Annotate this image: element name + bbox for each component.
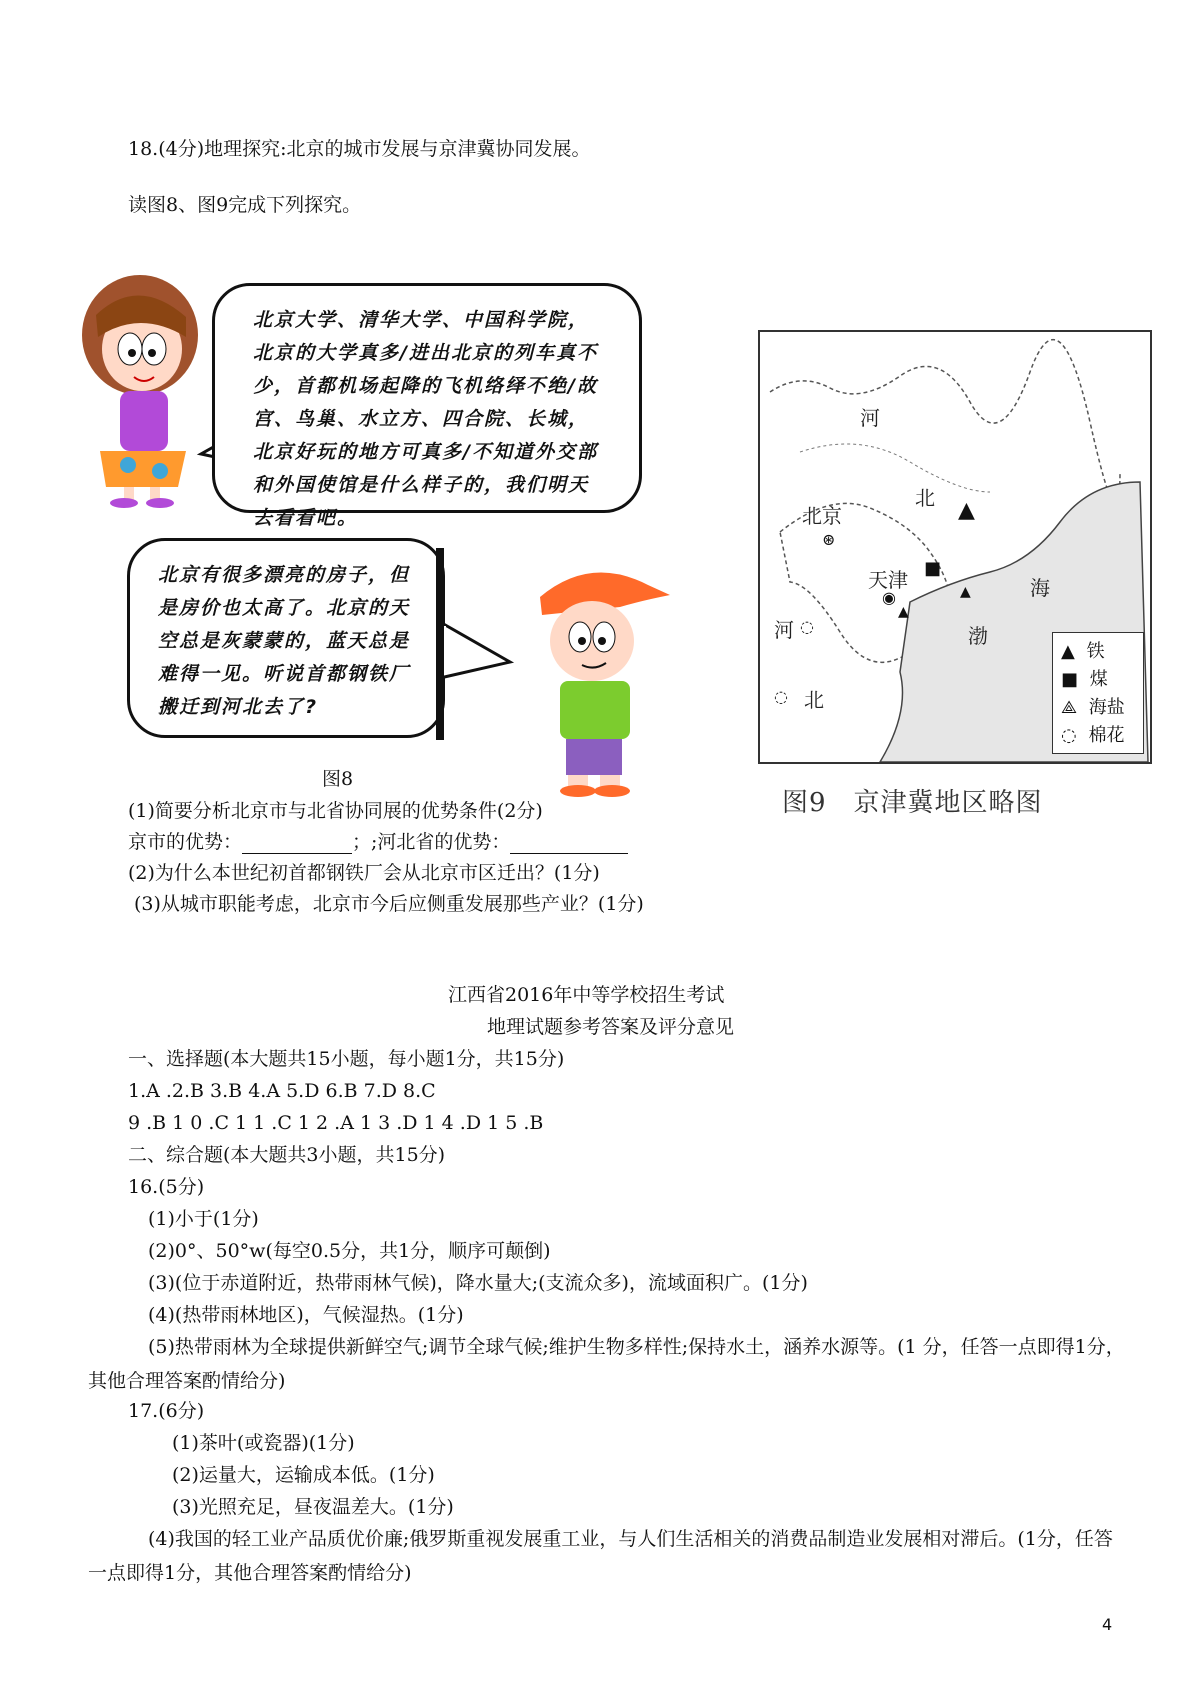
answer-title-1: 江西省2016年中等学校招生考试 bbox=[448, 984, 725, 1006]
sub-question-1-answer-line bbox=[128, 831, 628, 854]
map-label-beijing: 北京 bbox=[802, 504, 842, 528]
sub-question-1: (1)简要分析北京市与北省协同展的优势条件(2分) bbox=[128, 800, 543, 822]
girl-speech-bubble: 北京大学、清华大学、中国科学院，北京的大学真多/进出北京的列车真不少，首都机场起降的飞机络绎不绝/故宫、鸟巢、水立方、四合院、长城，北京好玩的地方可真多/不知道外交部和外国使馆是什么样子的，我们明天去看看吧。 bbox=[212, 283, 642, 513]
legend-cotton-icon: ◌ bbox=[1061, 725, 1077, 746]
q16-heading: 16.(5分) bbox=[128, 1176, 205, 1198]
map-label-hai: 海 bbox=[1030, 576, 1050, 600]
q16-answer-5: (5)热带雨林为全球提供新鲜空气;调节全球气候;维护生物多样性;保持水土，涵养水源等。(1 分，任答一点即得1分，其他合理答案酌情给分) bbox=[88, 1336, 1125, 1392]
mc-answers-row-1: 1.A .2.B 3.B 4.A 5.D 6.B 7.D 8.C bbox=[128, 1080, 436, 1102]
beijing-advantage-label: 京市的优势： bbox=[128, 831, 243, 853]
divider-bar bbox=[436, 548, 444, 740]
figure-9-caption: 图9 京津冀地区略图 bbox=[782, 788, 1043, 818]
map-label-bo: 渤 bbox=[968, 624, 988, 648]
legend-coal-icon: ■ bbox=[1061, 669, 1079, 690]
sub-question-2: (2)为什么本世纪初首都钢铁厂会从北京市区迁出？(1分) bbox=[128, 862, 600, 884]
sub-question-3: (3)从城市职能考虑，北京市今后应侧重发展那些产业？(1分) bbox=[134, 893, 644, 915]
hebei-advantage-blank[interactable] bbox=[510, 833, 628, 854]
section-1-heading: 一、选择题(本大题共15小题，每小题1分，共15分) bbox=[128, 1048, 565, 1070]
figure-9-map bbox=[758, 330, 1152, 764]
section-2-heading: 二、综合题(本大题共3小题，共15分) bbox=[128, 1144, 446, 1166]
q17-answer-2: (2)运量大，运输成本低。(1分) bbox=[172, 1464, 435, 1486]
legend-iron-icon: ▲ bbox=[1061, 641, 1075, 662]
legend-item bbox=[1061, 721, 1124, 747]
q16-answer-2: (2)0°、50°w(每空0.5分，共1分，顺序可颠倒) bbox=[148, 1240, 551, 1262]
map-label-bei1: 北 bbox=[915, 486, 935, 510]
girl-cartoon bbox=[68, 265, 208, 513]
cotton-icon: ◌ bbox=[774, 687, 788, 706]
legend-label: 铁 bbox=[1086, 641, 1105, 662]
legend-item bbox=[1061, 665, 1108, 691]
q16-answer-1: (1)小于(1分) bbox=[148, 1208, 259, 1230]
iron-mine-icon: ▲ bbox=[958, 498, 975, 523]
capital-star-icon: ⊛ bbox=[822, 530, 836, 549]
blank-separator: ； bbox=[352, 831, 372, 853]
q17-heading: 17.(6分) bbox=[128, 1400, 205, 1422]
hebei-advantage-label: ;河北省的优势： bbox=[371, 831, 511, 853]
q17-answer-3: (3)光照充足，昼夜温差大。(1分) bbox=[172, 1496, 454, 1518]
question-18-title: 18.(4分)地理探究:北京的城市发展与京津冀协同发展。 bbox=[128, 138, 591, 160]
answer-title-2: 地理试题参考答案及评分意见 bbox=[487, 1016, 735, 1038]
legend-item bbox=[1061, 637, 1105, 663]
boy-bubble-tail bbox=[438, 618, 518, 698]
map-label-he2: 河 bbox=[774, 618, 794, 642]
beijing-advantage-blank[interactable] bbox=[242, 833, 352, 854]
cotton-icon: ◌ bbox=[800, 617, 814, 636]
legend-label: 棉花 bbox=[1088, 725, 1125, 746]
q16-answer-4: (4)(热带雨林地区)，气候湿热。(1分) bbox=[148, 1304, 464, 1326]
sea-salt-icon: ▲ bbox=[898, 604, 909, 620]
sea-salt-icon: ▲ bbox=[960, 584, 971, 600]
q17-answer-4: (4)我国的轻工业产品质优价廉;俄罗斯重视发展重工业，与人们生活相关的消费品制造业发展相对滞后。(1分，任答一点即得1分，其他合理答案酌情给分) bbox=[88, 1528, 1113, 1584]
city-dot-icon: ◉ bbox=[882, 588, 896, 607]
mc-answers-row-2: 9 .B 1 0 .C 1 1 .C 1 2 .A 1 3 .D 1 4 .D 1 5 .B bbox=[128, 1112, 544, 1134]
page-number: 4 bbox=[1102, 1615, 1113, 1634]
q16-answer-3: (3)(位于赤道附近，热带雨林气候)，降水量大;(支流众多)，流域面积广。(1分) bbox=[148, 1272, 808, 1294]
map-label-he1: 河 bbox=[860, 406, 880, 430]
legend-label: 海盐 bbox=[1088, 697, 1125, 718]
boy-cartoon bbox=[520, 555, 680, 800]
legend-label: 煤 bbox=[1089, 669, 1108, 690]
map-label-tianjin: 天津 bbox=[868, 568, 908, 592]
q17-answer-1: (1)茶叶(或瓷器)(1分) bbox=[172, 1432, 355, 1454]
map-label-bei2: 北 bbox=[804, 688, 824, 712]
coal-mine-icon: ■ bbox=[924, 558, 942, 579]
legend-salt-icon: ⟁ bbox=[1061, 697, 1078, 718]
map-legend bbox=[1052, 632, 1144, 754]
figure-8-caption: 图8 bbox=[322, 768, 354, 790]
question-18-instruction: 读图8、图9完成下列探究。 bbox=[128, 194, 362, 216]
legend-item bbox=[1061, 693, 1125, 719]
boy-speech-bubble: 北京有很多漂亮的房子，但是房价也太高了。北京的天空总是灰蒙蒙的，蓝天总是难得一见。听说首都钢铁厂搬迁到河北去了? bbox=[127, 538, 445, 738]
